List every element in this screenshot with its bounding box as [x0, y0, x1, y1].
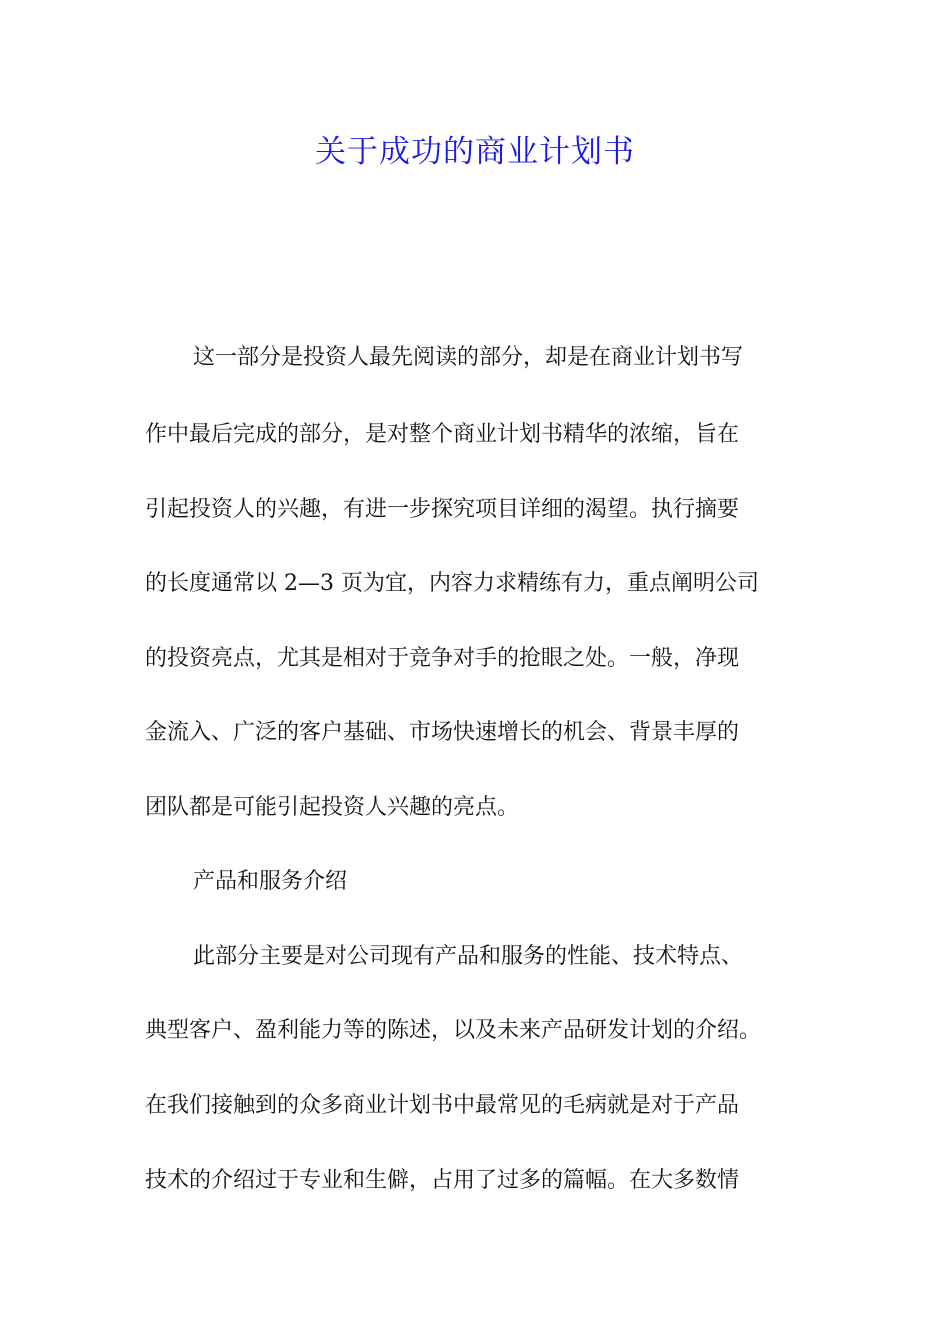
paragraph-line: 作中最后完成的部分，是对整个商业计划书精华的浓缩，旨在: [145, 422, 740, 447]
paragraph-line: 引起投资人的兴趣，有进一步探究项目详细的渴望。执行摘要: [145, 497, 740, 522]
section-heading: 产品和服务介绍: [193, 869, 348, 894]
paragraph-line: 的长度通常以 2—3 页为宜，内容力求精练有力，重点阐明公司: [145, 571, 759, 596]
document-title: 关于成功的商业计划书: [315, 134, 635, 170]
paragraph-line: 典型客户、盈利能力等的陈述，以及未来产品研发计划的介绍。: [145, 1018, 762, 1043]
paragraph-line: 这一部分是投资人最先阅读的部分，却是在商业计划书写: [193, 345, 744, 370]
paragraph-line: 此部分主要是对公司现有产品和服务的性能、技术特点、: [193, 944, 744, 969]
paragraph-line: 的投资亮点，尤其是相对于竞争对手的抢眼之处。一般，净现: [145, 646, 740, 671]
paragraph-line: 金流入、广泛的客户基础、市场快速增长的机会、背景丰厚的: [145, 720, 740, 745]
paragraph-line: 在我们接触到的众多商业计划书中最常见的毛病就是对于产品: [145, 1093, 740, 1118]
paragraph-line: 技术的介绍过于专业和生僻，占用了过多的篇幅。在大多数情: [145, 1168, 740, 1193]
paragraph-line: 团队都是可能引起投资人兴趣的亮点。: [145, 795, 520, 820]
